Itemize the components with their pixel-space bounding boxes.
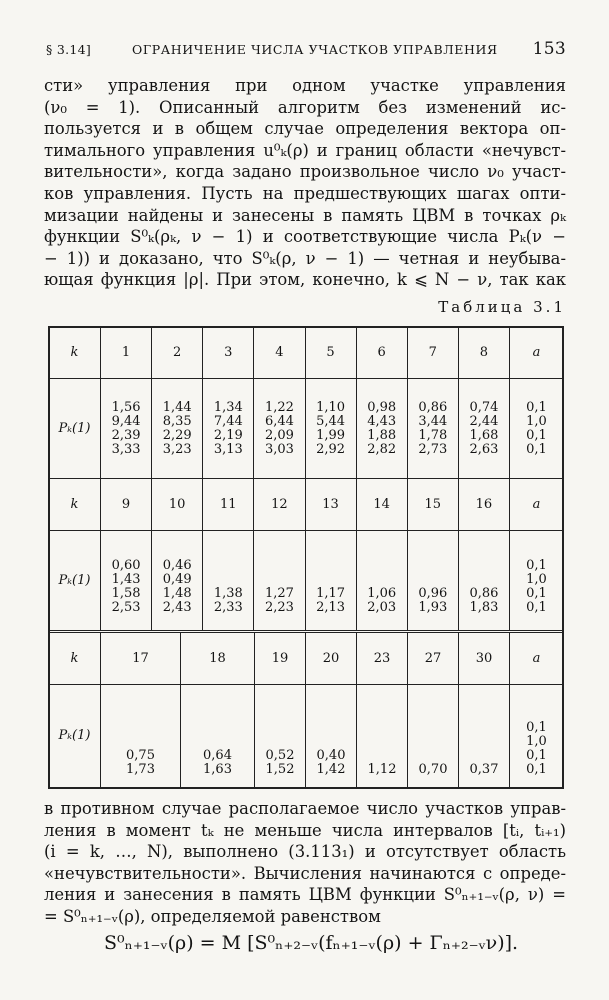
value-cell: 0,64 1,63	[181, 685, 255, 788]
text-line: (i = k, …, N), выполнено (3.113₁) и отсутствует область	[44, 842, 566, 862]
k-cell: 16	[458, 479, 509, 531]
header-a: a	[510, 327, 564, 379]
header-k: k	[49, 633, 101, 685]
k-cell: 4	[254, 327, 305, 379]
text-line: мизации найдены и занесены в память ЦВМ в точках ρₖ	[44, 205, 566, 225]
k-cell: 15	[407, 479, 458, 531]
k-cell: 17	[101, 633, 181, 685]
page-number: 153	[532, 39, 566, 59]
k-cell: 5	[305, 327, 356, 379]
a-values-cell: 0,1 1,0 0,1 0,1	[510, 531, 564, 631]
row-label-p: Pₖ(1)	[49, 531, 101, 631]
header-k: k	[49, 327, 101, 379]
row-label-p: Pₖ(1)	[49, 685, 101, 788]
k-cell: 27	[408, 633, 459, 685]
paragraph-top	[44, 75, 566, 291]
paragraph-bottom	[44, 798, 566, 928]
header-a: a	[510, 633, 564, 685]
value-cell: 0,98 4,43 1,88 2,82	[356, 379, 407, 479]
value-cell: 0,74 2,44 1,68 2,63	[458, 379, 509, 479]
a-values-cell: 0,1 1,0 0,1 0,1	[510, 685, 564, 788]
k-cell: 1	[101, 327, 152, 379]
text-line: сти» управления при одном участке управления	[44, 76, 566, 95]
k-cell: 10	[152, 479, 203, 531]
text-line: в противном случае располагаемое число участков управ-	[44, 799, 566, 818]
k-cell: 14	[356, 479, 407, 531]
value-cell: 0,70	[408, 685, 459, 788]
k-cell: 3	[203, 327, 254, 379]
header-k: k	[49, 479, 101, 531]
text-line: «нечувствительности». Вычисления начинаются с опреде-	[44, 863, 566, 883]
section-ref: § 3.14]	[46, 42, 92, 57]
header-a: a	[510, 479, 564, 531]
k-cell: 23	[357, 633, 408, 685]
k-cell: 20	[306, 633, 357, 685]
value-cell: 0,75 1,73	[101, 685, 181, 788]
value-cell: 0,46 0,49 1,48 2,43	[152, 531, 203, 631]
value-cell: 1,10 5,44 1,99 2,92	[305, 379, 356, 479]
value-cell: 1,56 9,44 2,39 3,33	[101, 379, 152, 479]
k-cell: 12	[254, 479, 305, 531]
value-cell: 0,52 1,52	[255, 685, 306, 788]
value-cell: 0,86 1,83	[458, 531, 509, 631]
value-cell: 0,86 3,44 1,78 2,73	[407, 379, 458, 479]
text-line: пользуется и в общем случае определения вектора оп-	[44, 119, 566, 139]
k-cell: 11	[203, 479, 254, 531]
k-cell: 6	[356, 327, 407, 379]
value-cell: 0,96 1,93	[407, 531, 458, 631]
k-cell: 30	[459, 633, 510, 685]
text-line: тимального управления u⁰ₖ(ρ) и границ области «нечувст-	[44, 140, 566, 160]
text-line: ления и занесения в память ЦВМ функции S⁰ₙ₊₁₋ᵥ(ρ, ν) =	[44, 885, 566, 905]
text-line: ков управления. Пусть на предшествующих шагах опти-	[44, 183, 566, 203]
text-line: вительности», когда задано произвольное число ν₀ участ-	[44, 162, 566, 182]
chapter-title: ОГРАНИЧЕНИЕ ЧИСЛА УЧАСТКОВ УПРАВЛЕНИЯ	[132, 42, 498, 57]
value-cell: 0,60 1,43 1,58 2,53	[101, 531, 152, 631]
k-cell: 19	[255, 633, 306, 685]
text-line: − 1)) и доказано, что S⁰ₖ(ρ, ν − 1) — четная и неубыва-	[44, 248, 566, 268]
table-caption: Таблица 3.1	[438, 298, 566, 316]
text-line: функции S⁰ₖ(ρₖ, ν − 1) и соответствующие числа Pₖ(ν −	[44, 227, 566, 247]
row-label-p: Pₖ(1)	[49, 379, 101, 479]
text-line: ления в момент tₖ не меньше числа интервалов [tᵢ, tᵢ₊₁)	[44, 820, 566, 840]
value-cell: 0,37	[459, 685, 510, 788]
table-block-3	[48, 632, 564, 788]
value-cell: 1,22 6,44 2,09 3,03	[254, 379, 305, 479]
value-cell: 1,44 8,35 2,29 3,23	[152, 379, 203, 479]
table-block-2	[48, 478, 564, 631]
text-line: = S⁰ₙ₊₁₋ᵥ(ρ), определяемой равенством	[44, 906, 381, 926]
value-cell: 1,27 2,23	[254, 531, 305, 631]
k-cell: 2	[152, 327, 203, 379]
k-cell: 9	[101, 479, 152, 531]
equation: S⁰ₙ₊₁₋ᵥ(ρ) = M [S⁰ₙ₊₂₋ᵥ(fₙ₊₁₋ᵥ(ρ) + Γₙ₊₂₋ᵥν)].	[104, 932, 519, 954]
a-values-cell: 0,1 1,0 0,1 0,1	[510, 379, 564, 479]
k-cell: 18	[181, 633, 255, 685]
text-line: (ν₀ = 1). Описанный алгоритм без изменений ис-	[44, 97, 566, 117]
value-cell: 1,06 2,03	[356, 531, 407, 631]
value-cell: 1,17 2,13	[305, 531, 356, 631]
value-cell: 1,12	[357, 685, 408, 788]
value-cell: 0,40 1,42	[306, 685, 357, 788]
k-cell: 13	[305, 479, 356, 531]
value-cell: 1,38 2,33	[203, 531, 254, 631]
value-cell: 1,34 7,44 2,19 3,13	[203, 379, 254, 479]
table-block-1	[48, 326, 564, 479]
running-header	[44, 38, 568, 60]
k-cell: 7	[407, 327, 458, 379]
k-cell: 8	[458, 327, 509, 379]
text-line: ющая функция |ρ|. При этом, конечно, k ⩽ N − ν, так как	[44, 270, 566, 290]
